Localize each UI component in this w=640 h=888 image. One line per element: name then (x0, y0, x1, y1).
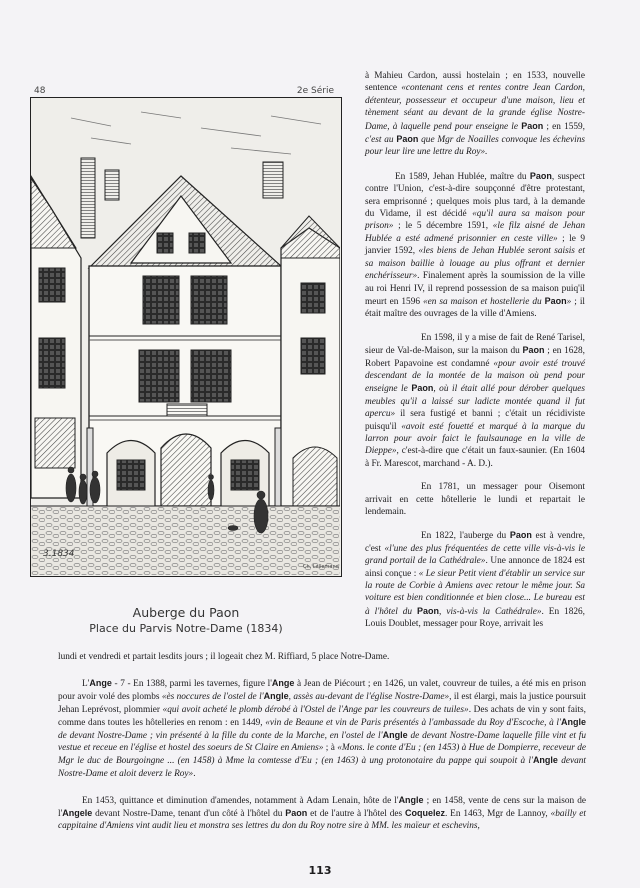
right-column-text (365, 70, 585, 631)
auberge-du-paon-engraving (31, 98, 340, 575)
figure-right-header: 2e Série (296, 86, 334, 96)
figure-caption-subtitle: Place du Parvis Notre-Dame (1834) (89, 622, 283, 635)
bottom-paragraph: En 1453, quittance et diminution d'amendes, notamment à Adam Lenain, hôte de l'Angle ; en 1458, vente de cens sur la maison de l'Angele devant Nostre-Dame, tenant d'un côté à l'hôtel du Paon et de l'autre à l'hôtel des Coquelez. En 1463, Mgr de Lannoy, «bailly et cappitaine d'Amiens vint audit lieu et monstra ses lettres du don du Roy notre sire à MM. les maïeur et eschevins, (58, 794, 586, 832)
figure-left-header: 48 (34, 86, 46, 96)
bottom-text-block (58, 651, 586, 832)
engraving-figure (30, 86, 342, 635)
engraving-frame (30, 97, 342, 577)
engraver-signature: Ch. Lallemand (303, 564, 339, 570)
right-column-paragraph: à Mahieu Cardon, aussi hostelain ; en 1533, nouvelle sentence «contenant cens et rentes contre Jean Cardon, détenteur, possesseur et occupeur d'une maison, lieu et tènement séant au devant de la grande église Nostre-Dame, à laquelle pend pour enseigne le Paon ; en 1559, c'est au Paon que Mgr de Noailles convoque les échevins pour leur lire une lettre du Roy». (365, 71, 585, 158)
right-column-paragraph: En 1781, un messager pour Oisemont arrivait en cette hôtellerie le lundi et repartait le lendemain. (365, 482, 585, 517)
right-column-paragraph: En 1822, l'auberge du Paon est à vendre, c'est «l'une des plus fréquentées de cette ville vis-à-vis le grand portail de la Cathédrale». Une annonce de 1824 est ainsi conçue : « Le sieur Petit vient d'établir un service sur la route de Corbie à Amiens avec retour le même jour. Sa voiture est bien conditionnée et bien close... Le bureau est à l'hôtel du Paon, vis-à-vis la Cathédrale». En 1826, Louis Doublet, messager pour Roye, arrivait les (365, 530, 586, 630)
engraving-date: 3.1834 (43, 549, 75, 559)
figure-header (30, 86, 342, 97)
figure-caption-title: Auberge du Paon (132, 605, 240, 620)
bottom-paragraph: L'Ange - 7 - En 1388, parmi les tavernes, figure l'Ange à Jean de Piécourt ; en 1426, un valet, couvreur de tuiles, a été mis en prison pour avoir volé des plombs «ès noccures de l'ostel de l'Angle, assès au-devant de l'église Nostre-Dame», il est élargi, mais la justice poursuit Jehan Leprévost, plommier «qui avoit acheté le plomb dérobé à l'Ostel de l'Ange par les couvreurs de tuiles». Des achats de vin y sont faits, comme dans toutes les hôtelleries en renom : en 1449, «vin de Beaune et vin de Paris présentés à l'ambassade du Roy d'Escoche, à l'Angle de devant Nostre-Dame ; vin présenté à la fille du conte de la Marche, en l'ostel de l'Angle de devant Nostre-Dame laquelle fille vint et fu vestue et receue en l'église et hostel des soeurs de St Claire en Amiens» ; à «Mons. le conte d'Eu ; (en 1453) à Hue de Dompierre, receveur de Mgr le duc de Bourgoingne ... (en 1458) à Mme la comtesse d'Eu ; (en 1463) à ung protonotaire du pappe qui soupoit à l'Angle devant Nostre-Dame et aloit deverz le Roy». (58, 678, 587, 779)
right-column-paragraph: En 1589, Jehan Hublée, maître du Paon, suspect contre l'Union, c'est-à-dire soupçonné d'être protestant, sera emprisonné ; quelques mois plus tard, à la demande du Vidame, il est décidé «qu'il aura sa maison pour prison» ; le 5 décembre 1591, «le filz aisné de Jehan Hublée a esté admené prisonnier en ceste ville» ; le 9 janvier 1592, «les biens de Jehan Hublée seront saisis et sa maison baillie à louage au plus offrant et dernier enchérisseur». Finalement après la soumission de la ville au roi Henri IV, il reprend possession de sa maison puiq'il meurt en 1596 «en sa maison et hostellerie du Paon» ; il était maître des ouvrages de la ville d'Amiens. (365, 170, 586, 320)
bottom-paragraph: lundi et vendredi et partait lesdits jours ; il logeait chez M. Riffiard, 5 place Notre-Dame. (58, 652, 390, 662)
page-number: 113 (308, 864, 332, 877)
right-column-paragraph: En 1598, il y a mise de fait de René Tarisel, sieur de Val-de-Maison, sur la maison du Paon ; en 1628, Robert Papavoine est condamné «pour avoir esté trouvé descendant de la montée de la maison où pend pour enseigne le Paon, où il était allé pour dérober quelques meubles qu'il a laissé sur ladicte montée quand il fut apercu» il sera fustigé et banni ; c'était un récidiviste puisqu'il «avoit esté fouetté et marqué à la marque du larron pour avoir faict le faulsaunage en la ville de Dieppe», c'est-à-dire que c'était un faux-saunier. (En 1604 à Fr. Marescot, marchand - A. D.). (365, 332, 586, 469)
